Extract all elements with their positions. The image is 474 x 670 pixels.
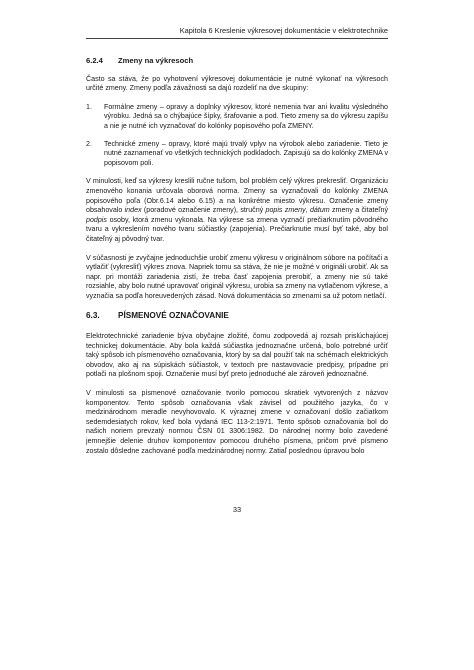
section-number: 6.3. <box>86 311 100 321</box>
page-number: 33 <box>232 505 242 514</box>
section-title: PÍSMENOVÉ OZNAČOVANIE <box>118 311 229 321</box>
section-number: 6.2.4 <box>86 56 103 65</box>
header-rule <box>86 38 388 39</box>
list-item <box>86 140 388 169</box>
text-run: V minulosti, keď sa výkresy kreslili ručne tušom, bol problém celý výkres prekresliť. Organizáciu zmenového konania určovala oborová norma. Zmeny sa vyznačovali do kolónky ZMENA popisového poľa (Obr.6.14 alebo 6.15) a na konkrétne miesto výkresu. Označenie zmeny obsahovalo <box>86 177 388 215</box>
change-types-list <box>86 103 388 169</box>
list-marker: 1. <box>86 102 92 111</box>
current-practice-paragraph: V súčasnosti je zvyčajne jednoduchšie urobiť zmenu výkresu v originálnom súbore na počítači a vytlačiť (vykresliť) výkres znova. Napriek tomu sa stáva, že nie je možné v origináli urobiť. Ak sa napr. pri montáži zariadenia zistí, že treba časť zapojenia prerobiť, a zmeny nie sú také rozsiahle, aby bolo nutné upravovať originál výkresu, urobia sa zmeny na vytlačenom výkrese, a vyznačia sa podľa horeuvedených zásad. Nová dokumentácia so zmenami sa už potom netlačí. <box>86 253 388 300</box>
section-heading-6-3 <box>86 311 388 321</box>
italic-term: index <box>124 206 142 215</box>
list-item <box>86 103 388 132</box>
section-title: Zmeny na výkresoch <box>118 56 194 65</box>
italic-term: popis zmeny <box>265 206 306 215</box>
italic-term: podpis <box>86 215 107 224</box>
text-run: zmeny a čitateľný <box>329 206 388 215</box>
text-run: (poradové označenie zmeny), stručný <box>141 206 266 215</box>
italic-term: dátum <box>309 206 330 215</box>
list-item-text: Technické zmeny – opravy, ktoré majú trvalý vplyv na výrobok alebo zariadenie. Tieto je nutné zaznamenať vo všetkých technických podkladoch. Zapisujú sa do kolónky ZMENA v popisovom poli. <box>104 139 388 167</box>
page-content <box>86 52 388 465</box>
intro-paragraph: Často sa stáva, že po vyhotovení výkresovej dokumentácie je nutné vykonať na výkresoch určité zmeny. Zmeny podľa závažnosti sa dajú rozdeliť na dve skupiny: <box>86 74 388 93</box>
history-paragraph <box>86 177 388 244</box>
list-item-text: Formálne zmeny – opravy a doplnky výkresov, ktoré nemenia tvar ani kvalitu výsledného výrobku. Jedná sa o chýbajúce šípky, šrafovanie a pod. Tieto zmeny sa do výkresu zapíšu a nie je nutné ich vyznačovať do kolónky popisového poľa ZMENY. <box>104 102 388 130</box>
text-run: osoby, ktorá zmenu vykonala. Na výkrese sa zmena vyznačí prečiarknutím pôvodného tvaru a vykreslením nového tvaru súčiastky (zapojenia). Prečiarknutie musí byť také, aby bol čitateľný aj pôvodný tvar. <box>86 215 388 243</box>
section-heading-6-2-4 <box>86 56 388 66</box>
letter-designation-paragraph-2: V minulosti sa písmenové označovanie tvorilo pomocou skratiek vytvorených z názvov komponentov. Tento spôsob označovania však závisel od použitého jazyka, čo v medzinárodnom meradle nevyhovovalo. K výraznej zmene v označovaní došlo začiatkom sedemdesiatych rokov, keď bola vydaná IEC 113-2:1971. Tento spôsob označovania bol do našich noriem prevzatý normou ČSN 01 3306:1982. Do národnej normy bolo zavedené jemnejšie delenie druhov komponentov pomocou druhého písmena, pričom prvé písmeno zostalo dôsledne zachované podľa medzinárodnej normy. Zatiaľ poslednou úpravou bolo <box>86 389 388 455</box>
letter-designation-paragraph-1: Elektrotechnické zariadenie býva obyčajne zložité, čomu zodpovedá aj rozsah prislúchajúcej technickej dokumentácie. Aby bola každá súčiastka jednoznačne určená, bolo potrebné určiť taký spôsob ich písmenového označovania, ktorý by sa dal použiť tak na schémach elektrických obvodov, ako aj na súpiskách súčiastok, v textoch pre nastavovacie predpisy, prípadne pri potlači na plošnom spoji. Označenie musí byť preto jednoduché ale zároveň jednoznačné. <box>86 332 388 379</box>
text-run: , <box>305 206 310 215</box>
running-header: Kapitola 6 Kreslenie výkresovej dokumentácie v elektrotechnike <box>179 26 388 35</box>
list-marker: 2. <box>86 139 92 148</box>
